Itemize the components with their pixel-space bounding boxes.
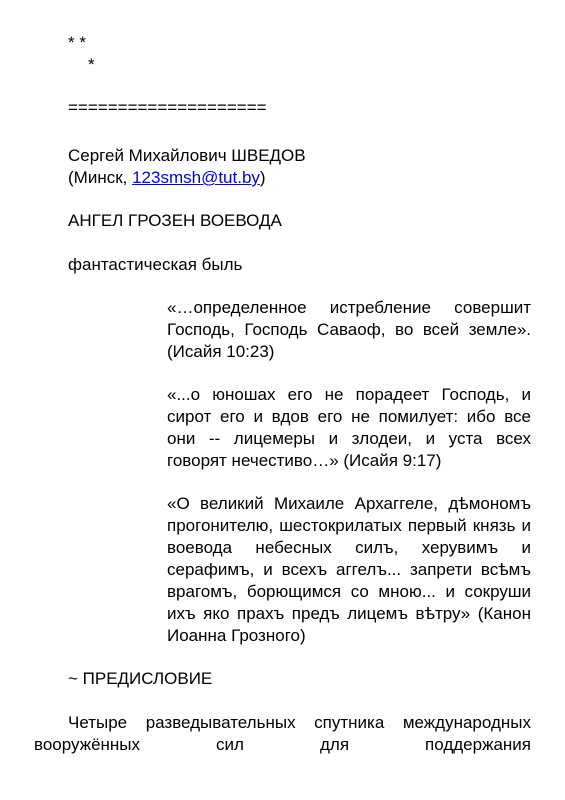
author-email-link[interactable]: 123smsh@tut.by <box>132 168 260 187</box>
author-location-suffix: ) <box>259 168 266 187</box>
epigraph-3: «О великий Михаиле Архаггеле, дѣмономъ прогонителю, шестокрилатых первый князь и воевода небесных силъ, херувимъ и серафимъ, и всехъ аггелъ... запрети всѣмъ врагомъ, борющимся со мною... и сокруши ихъ яко прахъ предъ лицемъ вѣтру» (Канон Иоанна Грозного) <box>167 494 531 645</box>
decorative-stars-row-2: * <box>88 55 95 74</box>
epigraph-2: «...о юношах его не порадеет Господь, и сирот его и вдов его не помилует: ибо все они -- лицемеры и злодеи, и уста всех говорят нечестиво…» (Исайя 9:17) <box>167 385 531 470</box>
epigraph-1: «…определенное истребление совершит Господь, Господь Саваоф, во всей земле». (Исайя 10:23) <box>167 298 531 361</box>
author-name: Сергей Михайлович ШВЕДОВ <box>68 146 306 165</box>
separator-line: ==================== <box>68 98 267 117</box>
section-heading: ~ ПРЕДИСЛОВИЕ <box>68 669 213 688</box>
work-title: АНГЕЛ ГРОЗЕН ВОЕВОДА <box>68 211 282 230</box>
body-paragraph: Четыре разведывательных спутника международных вооружённых сил для поддержания <box>34 713 531 754</box>
author-contact <box>68 167 266 189</box>
author-location-prefix: (Минск, <box>68 168 133 187</box>
work-genre: фантастическая быль <box>68 255 243 274</box>
decorative-stars-row-1: * * <box>68 33 86 52</box>
